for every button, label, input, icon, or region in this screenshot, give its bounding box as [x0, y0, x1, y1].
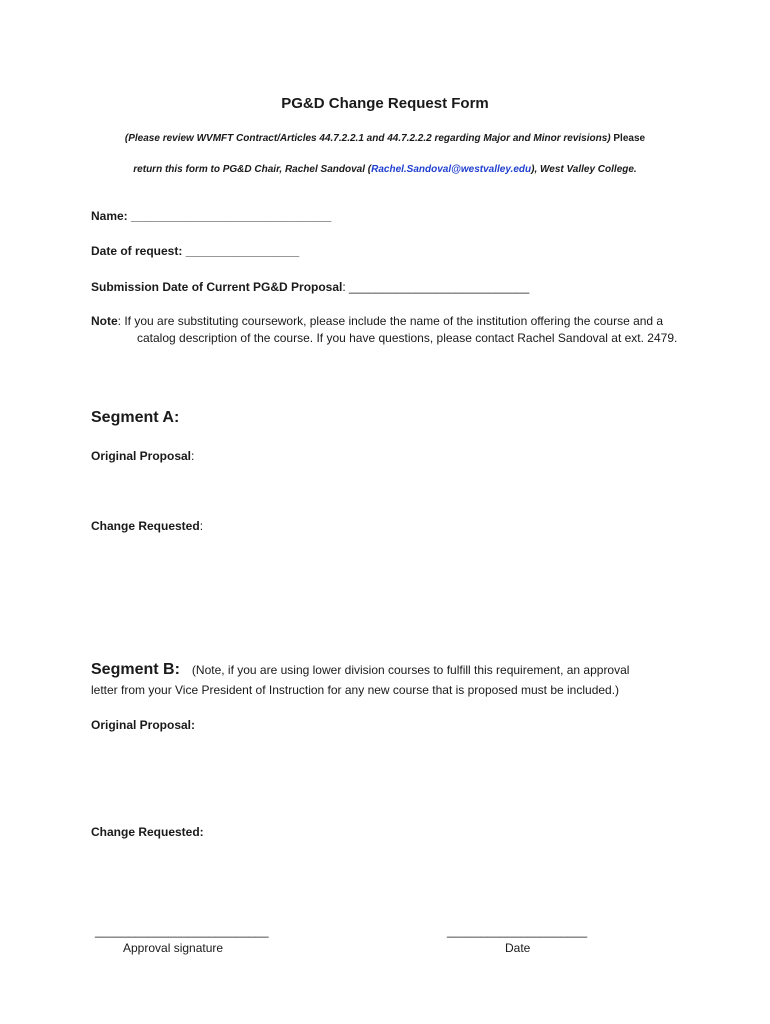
segment-b-heading: Segment B: — [91, 661, 180, 678]
note-text-1: : If you are substituting coursework, please include the name of the institution offering the course and a — [117, 314, 664, 328]
instructions-line-2 — [0, 164, 770, 175]
segment-a-original-colon: : — [191, 449, 195, 463]
note-line-2: catalog description of the course. If you have questions, please contact Rachel Sandoval at ext. 2479. — [137, 331, 678, 345]
segment-b-note-line-1: (Note, if you are using lower division courses to fulfill this requirement, an approval — [191, 663, 630, 677]
segment-a-change-requested — [91, 519, 203, 533]
date-of-request-blank-line[interactable]: _________________ — [182, 244, 300, 258]
segment-a-original-label: Original Proposal — [91, 449, 192, 463]
date-of-request-label: Date of request: — [91, 244, 183, 258]
segment-b-heading-line — [91, 661, 629, 679]
instructions-line-1 — [0, 133, 770, 144]
submission-date-field — [91, 280, 529, 294]
instructions-contract-reference: (Please review WVMFT Contract/Articles 44.7.2.2.1 and 44.7.2.2.2 regarding Major and Minor revisions) — [124, 133, 611, 144]
page-title: PG&D Change Request Form — [281, 95, 489, 112]
note-line-1 — [91, 314, 663, 328]
segment-a-change-label: Change Requested — [91, 519, 200, 533]
submission-date-label: Submission Date of Current PG&D Proposal — [91, 280, 343, 294]
date-of-request-field — [91, 244, 299, 258]
chair-email-link[interactable]: Rachel.Sandoval@westvalley.edu — [371, 164, 532, 175]
segment-a-heading: Segment A: — [91, 409, 180, 426]
date-signature-line[interactable]: _____________________ — [447, 924, 588, 938]
note-label: Note — [91, 314, 118, 328]
segment-b-change-requested: Change Requested: — [91, 825, 204, 839]
date-signature-caption: Date — [505, 941, 531, 955]
approval-signature-line[interactable]: __________________________ — [95, 924, 269, 938]
name-field — [91, 209, 331, 223]
name-label: Name: — [91, 209, 128, 223]
instructions-college-text: ), West Valley College. — [531, 164, 637, 175]
approval-signature-caption: Approval signature — [123, 941, 224, 955]
segment-a-change-colon: : — [199, 519, 204, 533]
submission-date-blank-line[interactable]: : ___________________________ — [342, 280, 530, 294]
instructions-return-text: return this form to PG&D Chair, Rachel Sandoval ( — [133, 164, 372, 175]
name-blank-line[interactable]: ______________________________ — [127, 209, 332, 223]
segment-b-note-line-2: letter from your Vice President of Instruction for any new course that is proposed must be included.) — [91, 683, 620, 697]
segment-b-original-proposal: Original Proposal: — [91, 718, 196, 732]
segment-a-original-proposal — [91, 449, 194, 463]
instructions-please: Please — [610, 133, 646, 144]
